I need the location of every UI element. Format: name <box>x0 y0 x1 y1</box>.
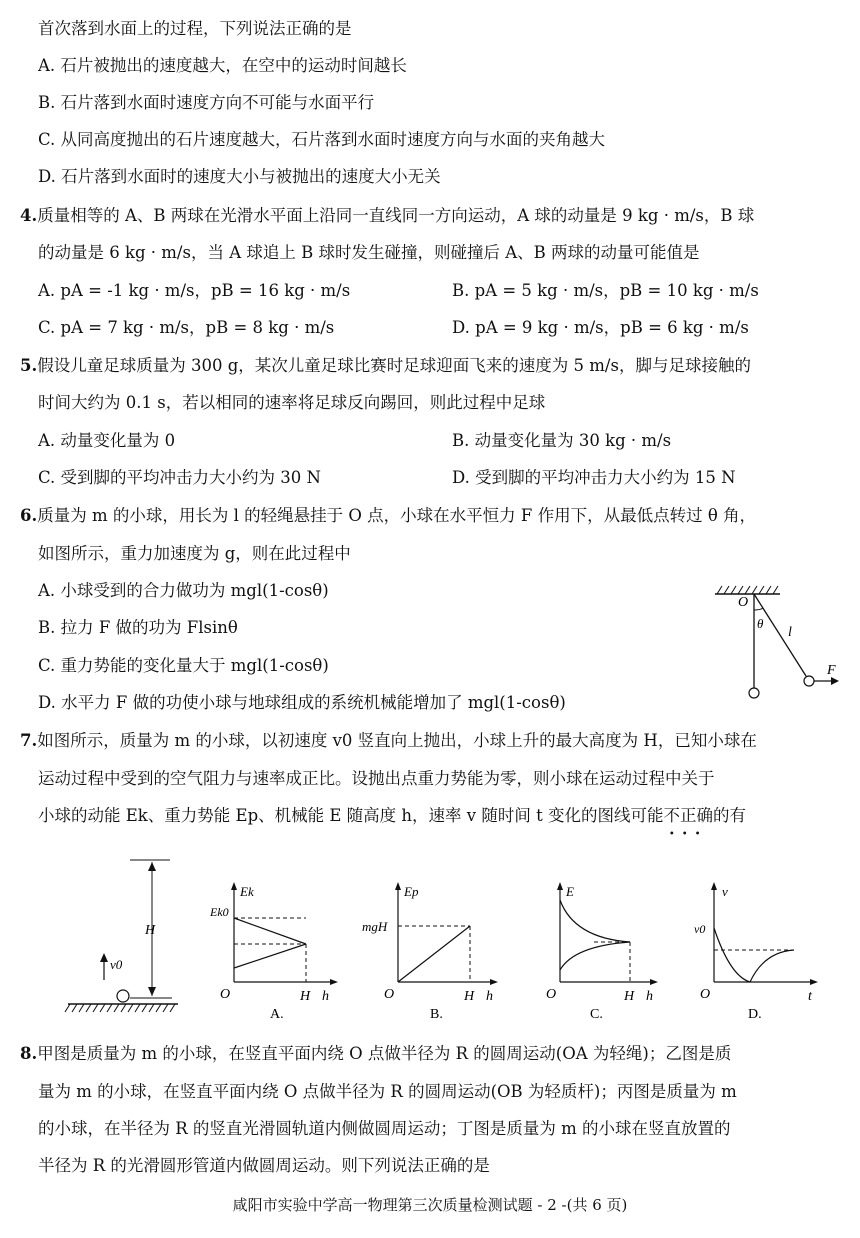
q6-option-a: A. 小球受到的合力做功为 mgl(1-cosθ) <box>38 581 329 600</box>
q3-option-a: A. 石片被抛出的速度越大，在空中的运动时间越长 <box>38 56 407 75</box>
q4-stem-line2: 的动量是 6 kg · m/s，当 A 球追上 B 球时发生碰撞，则碰撞后 A、B 两球的动量可能值是 <box>38 243 700 262</box>
q7-label-H: H <box>145 923 156 938</box>
q7-graph-a <box>206 880 346 1020</box>
graph-c-H: H <box>624 989 635 1004</box>
q8-line3: 的小球，在半径为 R 的竖直光滑圆轨道内侧做圆周运动；丁图是质量为 m 的小球在竖直放置的 <box>38 1119 731 1138</box>
q4-option-a: A. pA = -1 kg · m/s，pB = 16 kg · m/s <box>38 281 351 300</box>
q7-graph-c <box>534 880 669 1020</box>
q6-label-f: F <box>827 663 836 678</box>
q7-graph-d <box>690 880 830 1020</box>
q8-number: 8. <box>20 1044 38 1063</box>
graph-d-v0-label: v0 <box>694 922 706 936</box>
q7-label-v0: v0 <box>110 957 123 972</box>
q5-option-b: B. 动量变化量为 30 kg · m/s <box>452 431 672 450</box>
q5-option-d: D. 受到脚的平均冲击力大小约为 15 N <box>452 468 736 487</box>
q3-option-b: B. 石片落到水面时速度方向不可能与水面平行 <box>38 93 375 112</box>
graph-b-x-label: h <box>486 989 493 1004</box>
q5-stem-line2: 时间大约为 0.1 s，若以相同的速率将足球反向踢回，则此过程中足球 <box>38 393 546 412</box>
graph-d-origin: O <box>700 987 711 1002</box>
graph-a-H: H <box>300 989 311 1004</box>
graph-a-ek0-label: Ek0 <box>210 905 229 919</box>
q8-line2: 量为 m 的小球，在竖直平面内绕 O 点做半径为 R 的圆周运动(OB 为轻质杆)；丙图是质量为 m <box>38 1082 737 1101</box>
graph-b-mgh-label: mgH <box>362 919 388 934</box>
graph-c-x-label: h <box>646 989 653 1004</box>
q4-stem-line1: 4.质量相等的 A、B 两球在光滑水平面上沿同一直线同一方向运动，A 球的动量是 9 kg · m/s，B 球 <box>20 206 755 225</box>
q6-option-b: B. 拉力 F 做的功为 Flsinθ <box>38 618 238 637</box>
graph-c-caption: C. <box>590 1007 603 1020</box>
q6-pendulum-figure <box>700 578 850 708</box>
graph-a-caption: A. <box>270 1007 284 1020</box>
q6-stem-line2: 如图所示，重力加速度为 g，则在此过程中 <box>38 544 351 563</box>
page-footer: 咸阳市实验中学高一物理第三次质量检测试题 - 2 -(共 6 页) <box>232 1196 628 1214</box>
q8-line1: 8.甲图是质量为 m 的小球，在竖直平面内绕 O 点做半径为 R 的圆周运动(OA 为轻绳)；乙图是质 <box>20 1044 732 1063</box>
q7-emphasis: 不正确 ••• <box>663 806 713 840</box>
q6-label-l: l <box>788 625 792 640</box>
q5-number: 5. <box>20 356 38 375</box>
q3-option-d: D. 石片落到水面时的速度大小与被抛出的速度大小无关 <box>38 167 441 186</box>
graph-a-origin: O <box>220 987 231 1002</box>
q7-stem-line2: 运动过程中受到的空气阻力与速率成正比。设抛出点重力势能为零，则小球在运动过程中关于 <box>38 769 715 788</box>
graph-c-y-label: E <box>566 884 574 899</box>
q4-option-d: D. pA = 9 kg · m/s，pB = 6 kg · m/s <box>452 318 749 337</box>
graph-b-y-label: Ep <box>404 884 419 899</box>
q5-stem-line1: 5.假设儿童足球质量为 300 g，某次儿童足球比赛时足球迎面飞来的速度为 5 m/s，脚与足球接触的 <box>20 356 751 375</box>
q6-label-theta: θ <box>757 616 764 631</box>
q6-label-o: O <box>738 595 749 610</box>
q6-option-c: C. 重力势能的变化量大于 mgl(1-cosθ) <box>38 656 329 675</box>
q7-stem-line3: 小球的动能 Ek、重力势能 Ep、机械能 E 随高度 h，速率 v 随时间 t 变化的图线可能不正确 ••• 的有 <box>38 806 746 840</box>
q5-option-a: A. 动量变化量为 0 <box>38 431 176 450</box>
graph-b-origin: O <box>384 987 395 1002</box>
q6-option-d: D. 水平力 F 做的功使小球与地球组成的系统机械能增加了 mgl(1-cosθ) <box>38 693 566 712</box>
q7-graph-b <box>362 880 507 1020</box>
graph-d-x-label: t <box>808 989 812 1004</box>
graph-d-caption: D. <box>748 1007 762 1020</box>
graph-b-H: H <box>464 989 475 1004</box>
q8-line4: 半径为 R 的光滑圆形管道内做圆周运动。则下列说法正确的是 <box>38 1156 490 1175</box>
q3-stem-tail: 首次落到水面上的过程，下列说法正确的是 <box>38 19 352 38</box>
q4-option-c: C. pA = 7 kg · m/s，pB = 8 kg · m/s <box>38 318 335 337</box>
q3-option-c: C. 从同高度抛出的石片速度越大，石片落到水面时速度方向与水面的夹角越大 <box>38 130 606 149</box>
q5-option-c: C. 受到脚的平均冲击力大小约为 30 N <box>38 468 321 487</box>
q7-stem-line1: 7.如图所示，质量为 m 的小球，以初速度 v0 竖直向上抛出，小球上升的最大高度为 H，已知小球在 <box>20 731 757 750</box>
graph-b-caption: B. <box>430 1007 443 1020</box>
q6-stem-line1: 6.质量为 m 的小球，用长为 l 的轻绳悬挂于 O 点，小球在水平恒力 F 作用下，从最低点转过 θ 角， <box>20 506 757 525</box>
q4-option-b: B. pA = 5 kg · m/s，pB = 10 kg · m/s <box>452 281 759 300</box>
graph-a-x-label: h <box>322 989 329 1004</box>
graph-d-y-label: v <box>722 884 728 899</box>
q7-setup-figure <box>60 852 190 1022</box>
q6-number: 6. <box>20 506 38 525</box>
graph-a-y-label: Ek <box>240 884 254 899</box>
graph-c-origin: O <box>546 987 557 1002</box>
q7-number: 7. <box>20 731 38 750</box>
q4-number: 4. <box>20 206 38 225</box>
